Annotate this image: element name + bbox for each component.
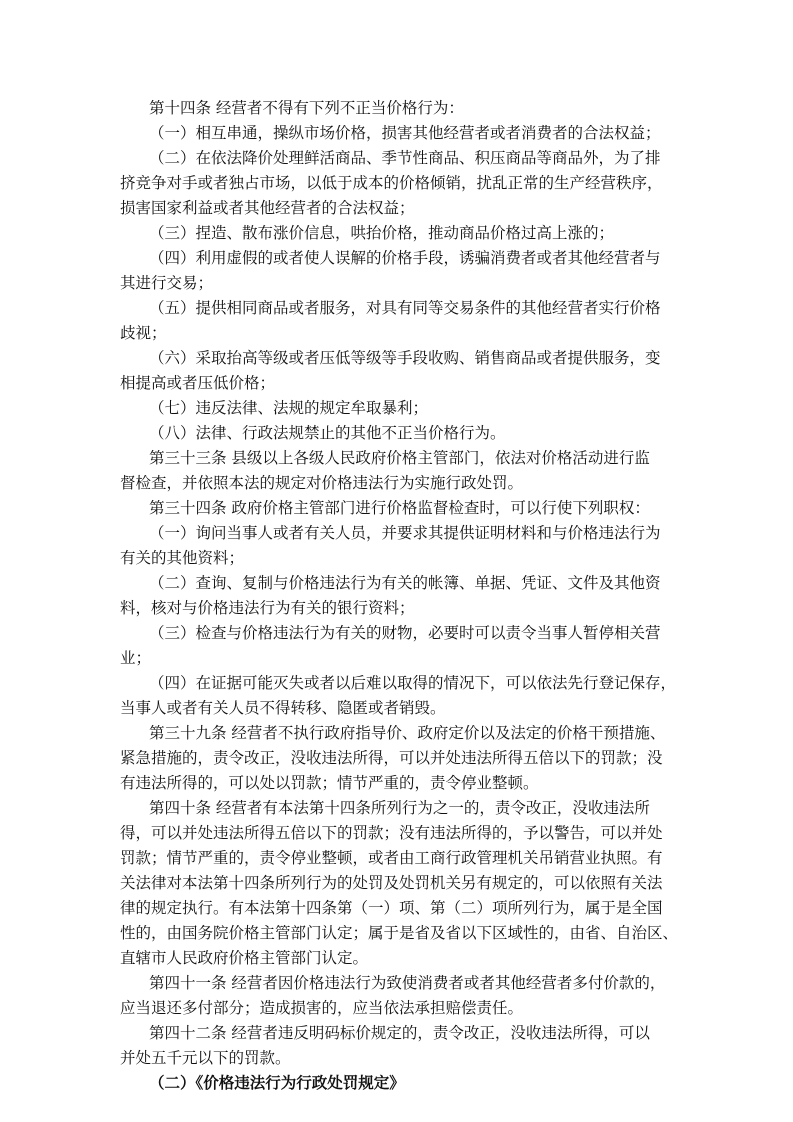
text-line: 歧视； xyxy=(120,324,167,342)
text-line: （四）在证据可能灭失或者以后难以取得的情况下，可以依法先行登记保存， xyxy=(149,674,677,692)
text-line: （四）利用虚假的或者使人误解的价格手段，诱骗消费者或者其他经营者与 xyxy=(149,249,661,267)
text-line: 业； xyxy=(120,649,152,667)
article-41-heading: 第四十一条 经营者因价格违法行为致使消费者或者其他经营者多付价款的， xyxy=(149,974,666,992)
text-line: 应当退还多付部分；造成损害的，应当依法承担赔偿责任。 xyxy=(120,999,524,1017)
text-line: 关法律对本法第十四条所列行为的处罚及处罚机关另有规定的，可以依照有关法 xyxy=(120,874,663,892)
text-line: 当事人或者有关人员不得转移、隐匿或者销毁。 xyxy=(120,699,446,717)
text-line: 料，核对与价格违法行为有关的银行资料； xyxy=(120,599,415,617)
text-line: （七）违反法律、法规的规定牟取暴利； xyxy=(149,399,429,417)
text-line: 并处五千元以下的罚款。 xyxy=(120,1049,291,1067)
text-line: 直辖市人民政府价格主管部门认定。 xyxy=(120,949,369,967)
article-40-heading: 第四十条 经营者有本法第十四条所列行为之一的，责令改正，没收违法所 xyxy=(149,799,650,817)
text-line: 罚款；情节严重的，责令停业整顿，或者由工商行政管理机关吊销营业执照。有 xyxy=(120,849,663,867)
section-heading: （二）《价格违法行为行政处罚规定》 xyxy=(149,1073,405,1092)
text-line: 督检查，并依照本法的规定对价格违法行为实施行政处罚。 xyxy=(120,474,524,492)
article-42-heading: 第四十二条 经营者违反明码标价规定的，责令改正，没收违法所得，可以 xyxy=(149,1024,650,1042)
text-line: 有违法所得的，可以处以罚款；情节严重的，责令停业整顿。 xyxy=(120,774,539,792)
text-line: （一）询问当事人或者有关人员，并要求其提供证明材料和与价格违法行为 xyxy=(149,524,661,542)
text-line: 其进行交易； xyxy=(120,274,214,292)
text-line: 有关的其他资料； xyxy=(120,549,245,567)
text-line: 挤竞争对手或者独占市场，以低于成本的价格倾销，扰乱正常的生产经营秩序， xyxy=(120,174,663,192)
text-line: （三）捏造、散布涨价信息，哄抬价格，推动商品价格过高上涨的； xyxy=(149,224,615,242)
text-line: （五）提供相同商品或者服务，对具有同等交易条件的其他经营者实行价格 xyxy=(149,299,661,317)
article-34-heading: 第三十四条 政府价格主管部门进行价格监督检查时，可以行使下列职权： xyxy=(149,499,650,517)
text-line: 相提高或者压低价格； xyxy=(120,374,276,392)
text-line: （八）法律、行政法规禁止的其他不正当价格行为。 xyxy=(149,424,506,442)
text-line: 得，可以并处违法所得五倍以下的罚款；没有违法所得的，予以警告，可以并处 xyxy=(120,824,663,842)
article-33-heading: 第三十三条 县级以上各级人民政府价格主管部门，依法对价格活动进行监 xyxy=(149,449,650,467)
text-line: （二）查询、复制与价格违法行为有关的帐簿、单据、凭证、文件及其他资 xyxy=(149,574,661,592)
text-line: （六）采取抬高等级或者压低等级等手段收购、销售商品或者提供服务，变 xyxy=(149,349,661,367)
text-line: 紧急措施的，责令改正，没收违法所得，可以并处违法所得五倍以下的罚款；没 xyxy=(120,749,663,767)
article-14-heading: 第十四条 经营者不得有下列不正当价格行为： xyxy=(149,99,464,117)
text-line: （二）在依法降价处理鲜活商品、季节性商品、积压商品等商品外，为了排 xyxy=(149,149,661,167)
text-line: 损害国家利益或者其他经营者的合法权益； xyxy=(120,199,415,217)
text-line: （三）检查与价格违法行为有关的财物，必要时可以责令当事人暂停相关营 xyxy=(149,624,661,642)
text-line: （一）相互串通，操纵市场价格，损害其他经营者或者消费者的合法权益； xyxy=(149,124,661,142)
text-line: 律的规定执行。有本法第十四条第（一）项、第（二）项所列行为，属于是全国 xyxy=(120,899,663,917)
article-39-heading: 第三十九条 经营者不执行政府指导价、政府定价以及法定的价格干预措施、 xyxy=(149,724,666,742)
text-line: 性的，由国务院价格主管部门认定；属于是省及省以下区域性的，由省、自治区、 xyxy=(120,924,679,942)
